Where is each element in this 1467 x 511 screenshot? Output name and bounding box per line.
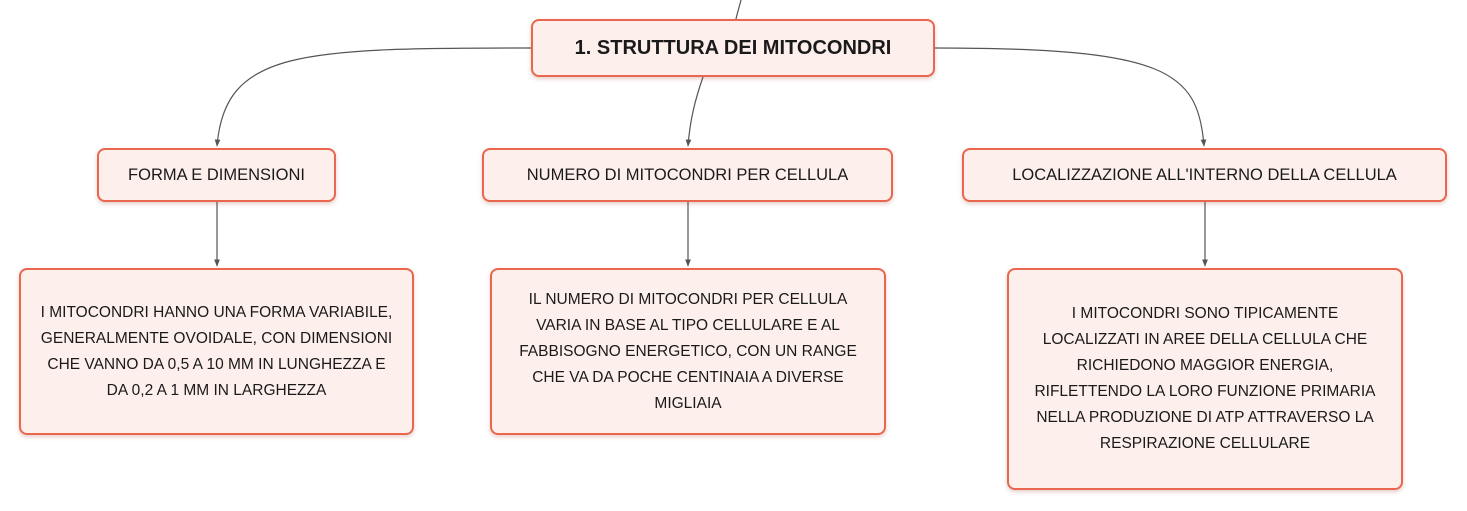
detail-forma-e-dimensioni[interactable] <box>19 268 414 435</box>
detail-text: IL NUMERO DI MITOCONDRI PER CELLULA VARIA IN BASE AL TIPO CELLULARE E AL FABBISOGNO ENERGETICO, CON UN RANGE CHE VA DA POCHE CENTINAIA A DIVERSE MIGLIAIA <box>519 290 857 412</box>
branch-label: LOCALIZZAZIONE ALL'INTERNO DELLA CELLULA <box>1012 165 1397 184</box>
connector-root-to-branch-3 <box>935 48 1204 146</box>
connector-root-to-branch-1 <box>217 48 531 146</box>
branch-label: NUMERO DI MITOCONDRI PER CELLULA <box>526 165 849 184</box>
detail-text: I MITOCONDRI HANNO UNA FORMA VARIABILE, GENERALMENTE OVOIDALE, CON DIMENSIONI CHE VANNO DA 0,5 A 10 MM IN LUNGHEZZA E DA 0,2 A 1 MM IN LARGHEZZA <box>40 303 393 399</box>
connector-root-to-branch-2 <box>688 77 703 146</box>
incoming-connector <box>736 0 741 19</box>
detail-text: I MITOCONDRI SONO TIPICAMENTE LOCALIZZATI IN AREE DELLA CELLULA CHE RICHIEDONO MAGGIOR ENERGIA, RIFLETTENDO LA LORO FUNZIONE PRIMARIA NELLA PRODUZIONE DI ATP ATTRAVERSO LA RESPIRAZIONE CELLULARE <box>1034 305 1376 452</box>
branch-numero-di-mitocondri[interactable] <box>482 148 893 202</box>
branch-label: FORMA E DIMENSIONI <box>128 165 305 184</box>
branch-localizzazione[interactable] <box>962 148 1447 202</box>
root-topic-label: 1. STRUTTURA DEI MITOCONDRI <box>574 36 892 59</box>
branch-forma-e-dimensioni[interactable] <box>97 148 336 202</box>
detail-numero-di-mitocondri[interactable] <box>490 268 886 435</box>
detail-localizzazione[interactable] <box>1007 268 1403 490</box>
root-topic[interactable] <box>531 19 935 77</box>
